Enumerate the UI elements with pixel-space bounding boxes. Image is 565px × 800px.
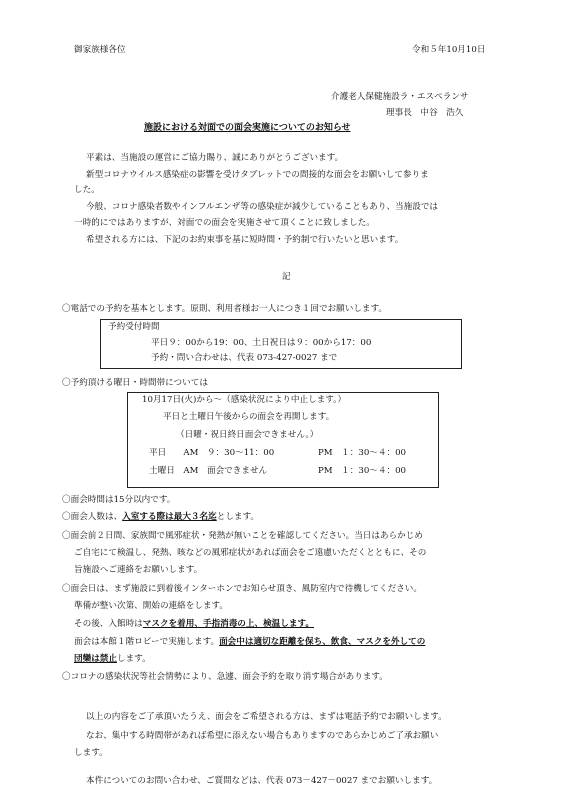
item-duration: 〇面会時間は15分以内です。 [62, 495, 176, 505]
item-text: します。 [116, 654, 151, 664]
item-phone: 〇電話での予約を基本とします。原則、利用者様お一人につき１回でお願いします。 [62, 304, 388, 314]
intro-line: した。 [74, 185, 100, 195]
saturday-schedule: 土曜日 AM 面会できません [149, 466, 268, 476]
item-underline: 面会中は適切な距離を保ち、飲食、マスクを外しての [219, 637, 426, 647]
item-days: 〇予約頂ける曜日・時間帯については [62, 378, 208, 388]
item-health-line: ご自宅にて検温し、発熱、咳などの風邪症状があれば面会をご遠慮いただくとともに、その [74, 548, 427, 558]
item-underline: マスクを着用、手指消毒の上、検温します。 [142, 619, 314, 629]
item-arrival-line: 準備が整い次第、開始の連絡をします。 [74, 601, 229, 611]
item-text: 面会は本館１階ロビーで実施します。 [74, 637, 220, 647]
page-title: 施設における対面での面会実施についてのお知らせ [144, 123, 351, 133]
item-arrival-line [74, 619, 314, 630]
saturday-pm: PM １：30～４：00 [318, 466, 407, 476]
box-line: 平日９：00から19：00、土日祝日は９：00から17：00 [151, 338, 372, 348]
box-heading: 予約受付時間 [108, 322, 160, 332]
visit-days-box [127, 392, 439, 488]
closing-line: します。 [74, 748, 108, 758]
item-headcount [62, 512, 259, 523]
box-line: 平日と土曜日午後からの面会を再開します。 [163, 412, 335, 422]
box-line: 10月17日(火)から～（感染状況により中止します。） [142, 395, 347, 405]
ki-heading: 記 [282, 272, 291, 282]
box-line: 予約・問い合わせは、代表 073-427-0027 まで [151, 353, 338, 363]
item-text: とします。 [216, 512, 259, 522]
contact-line: 本件についてのお問い合わせ、ご質問などは、代表 073－427－0027 までお願いします。 [86, 776, 438, 786]
item-arrival-line: 〇面会日は、まず施設に到着後インターホンでお知らせ頂き、風防室内で待機してください。 [62, 584, 422, 594]
item-health-line: 旨施設へご連絡をお願いします。 [74, 565, 203, 575]
date: 令和５年10月10日 [412, 45, 486, 55]
item-underline: 入室する際は最大３名迄 [122, 512, 217, 522]
item-text: その後、入館時は [74, 619, 143, 629]
weekday-pm: PM １：30～４：00 [318, 448, 407, 458]
intro-line: 新型コロナウイルス感染症の影響を受けタブレットでの間接的な面会をお願いして参りま [86, 170, 429, 180]
weekday-schedule: 平日 AM ９：30～11：00 [149, 448, 275, 458]
closing-line: なお、集中する時間帯があれば希望に添えない場合もありますのであらかじめご了承お願い [86, 731, 439, 741]
item-arrival-line [74, 654, 151, 665]
item-text: 〇面会人数は、 [62, 512, 123, 522]
item-underline: 団欒は禁止 [74, 654, 117, 664]
item-cancel: 〇コロナの感染状況等社会情勢により、急遽、面会予約を取り消す場合があります。 [62, 672, 388, 682]
intro-line: 今般、コロナ感染者数やインフルエンザ等の感染症が減少していることもあり、当施設では [86, 202, 439, 212]
intro-line: 平素は、当施設の運営にご協力賜り、誠にありがとうございます。 [86, 153, 344, 163]
intro-line: 一時的にではありますが、対面での面会を実施させて頂くことに致しました。 [74, 218, 375, 228]
reservation-hours-box [100, 319, 462, 369]
organization: 介護老人保健施設ラ・エスペランサ [331, 92, 469, 102]
closing-line: 以上の内容をご了承頂いたうえ、面会をご希望される方は、まずは電話予約でお願いします。 [86, 712, 447, 722]
intro-line: 希望される方には、下記のお約束事を基に短時間・予約制で行いたいと思います。 [86, 235, 404, 245]
box-line: （日曜・祝日終日面会できません。） [176, 430, 319, 440]
item-health-line: 〇面会前２日間、家族間で風邪症状・発熱が無いことを確認してください。当日はあらかじめ [62, 531, 423, 541]
recipient: 御家族様各位 [74, 45, 126, 55]
item-arrival-line [74, 637, 425, 648]
signer: 理事長 中谷 浩久 [386, 108, 464, 118]
